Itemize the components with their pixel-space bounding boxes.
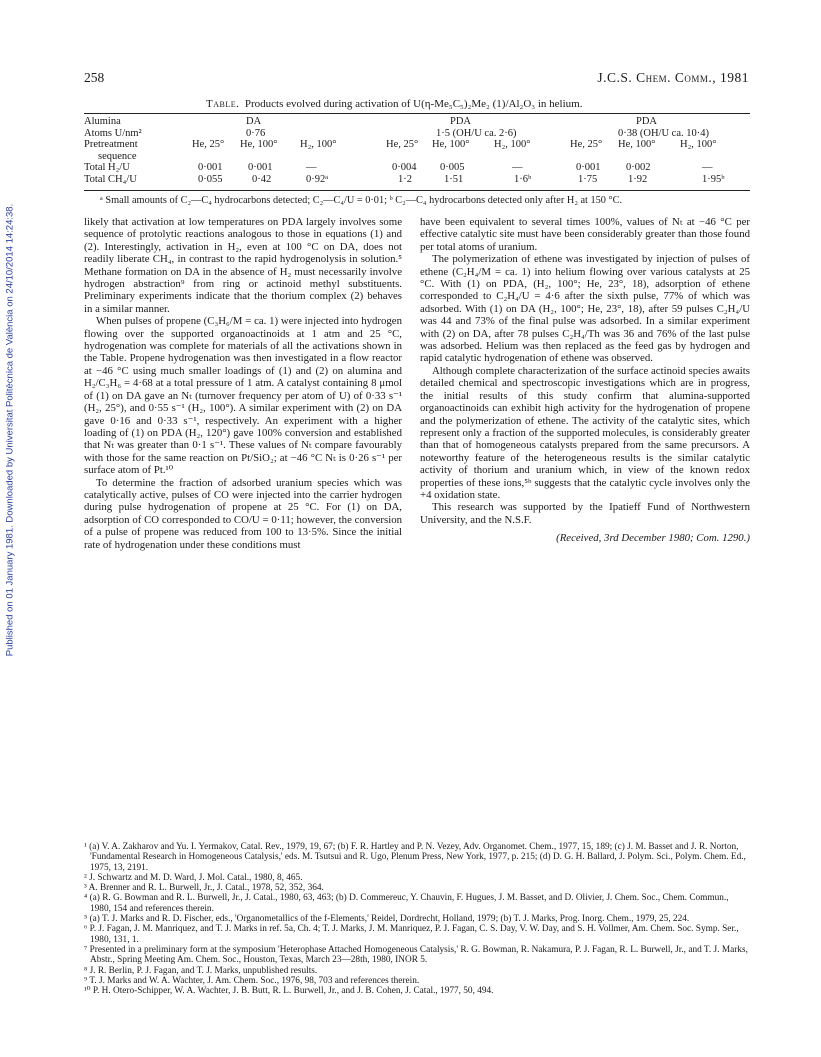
table-row-sequence (84, 151, 750, 163)
body-paragraph: have been equivalent to several times 100%, values of Nₜ at −46 °C per effective catalytic site must have been considerably greater than those found per total atoms of uranium. (420, 216, 750, 253)
cond-2-2: He, 100° (432, 139, 470, 150)
cond-3-3: H₂, 100° (680, 139, 717, 150)
reference-item: ² J. Schwartz and M. D. Ward, J. Mol. Catal., 1980, 8, 465. (84, 872, 303, 883)
row-label-ch4: Total CH₄/U (84, 173, 137, 185)
page-number: 258 (84, 70, 105, 85)
h2-2-1: 0·004 (392, 162, 417, 173)
left-column (84, 216, 402, 551)
h2-3-2: 0·002 (626, 162, 651, 173)
table-row-h2 (84, 162, 750, 174)
ch4-3-1: 1·75 (578, 173, 598, 185)
row-label-pretreatment: Pretreatment (84, 139, 138, 150)
ch4-1-3: 0·92ᵃ (306, 173, 329, 185)
cond-1-3: H₂, 100° (300, 139, 337, 150)
ch4-3-2: 1·92 (628, 173, 648, 185)
h2-2-3: — (512, 162, 523, 173)
table-row-pretreatment (84, 139, 750, 151)
table-footnote: ᵃ Small amounts of C₂—C₄ hydrocarbons detected; C₂—C₄/U = 0·01; ᵇ C₂—C₄ hydrocarbons detected only after H₂ at 150 °C. (100, 195, 623, 206)
reference-item: ⁵ (a) T. J. Marks and R. D. Fischer, eds., 'Organometallics of the f-Elements,' Reidel, Dordrecht, Holland, 1979; (b) T. J. Marks, Prog. Inorg. Chem., 1979, 25, 224. (84, 914, 690, 925)
body-paragraph: The polymerization of ethene was investigated by injection of pulses of ethene (C₂H₄/M = ca. 1) into helium flowing over various catalysts at 25 °C. With (1) on PDA, (H₂, 100°; He, 23°, 18), adsorption of ethene corresponded to C₂H₄/U = 4·6 after the sixth pulse, 77% of which was adsorbed. With (1) on DA (H₂, 100°; He, 23°, 18), after 59 pulses C₂H₄/U was 44 and 73% of the final pulse was adsorbed. In a similar experiment with (2) on DA, after 78 pulses C₂H₄/Th was 36 and 76% of the last pulse was adsorbed. Helium was then replaced as the feed gas by hydrogen and rapid catalytic hydrogenation of ethene was observed. (420, 253, 750, 365)
table-top-rule (84, 113, 750, 114)
group-1-atoms: 0·76 (246, 127, 266, 139)
group-3-atoms: 0·38 (OH/U ca. 10·4) (618, 127, 709, 139)
body-paragraph: This research was supported by the Ipatieff Fund of Northwestern University, and the N.S.F. (420, 501, 750, 526)
journal-header: J.C.S. Chem. Comm., 1981 (597, 70, 749, 85)
cond-2-3: H₂, 100° (494, 139, 531, 150)
ch4-1-2: 0·42 (252, 173, 272, 185)
h2-2-2: 0·005 (440, 162, 465, 173)
reference-item: ¹ (a) V. A. Zakharov and Yu. I. Yermakov, Catal. Rev., 1979, 19, 67; (b) F. R. Hartley and P. N. Vezey, Adv. Organomet. Chem., 1977, 15, 189; (c) J. M. Basset and J. R. Norton, 'Fundamental Research in Homogeneous Catalysis,' eds. M. Tsutsui and R. Ugo, Plenum Press, New York, 1977, p. 215; (d) D. G. H. Ballard, J. Polym. Sci., Polym. Chem. Ed., 1975, 13, 2191. (84, 842, 746, 873)
group-2-atoms: 1·5 (OH/U ca. 2·6) (436, 127, 517, 139)
body-paragraph: When pulses of propene (C₃H₆/M = ca. 1) were injected into hydrogen flowing over the supported organoactinoids at 1 atm and 25 °C, hydrogenation was complete for materials of all the activations shown in the Table. Propene hydrogenation was then investigated in a flow reactor at −46 °C using much smaller loadings of (1) and (2) on alumina and H₂/C₃H₆ = 4·68 at a total pressure of 1 atm. A catalyst containing 8 μmol of (1) on DA gave an Nₜ (turnover frequency per atom of U) of 0·33 s⁻¹ (H₂, 25°), and 0·55 s⁻¹ (H₂, 100°). A similar experiment with (2) on DA gave 0·16 and 0·33 s⁻¹, respectively. An experiment with a higher loading of (1) on PDA (H₂, 120°) gave 100% conversion and established that Nₜ was greater than 0·1 s⁻¹. These values of Nₜ compare favourably with those for the same reaction on Pt/SiO₂; at −46 °C Nₜ is 0·26 s⁻¹ per surface atom of Pt.¹⁰ (84, 315, 402, 477)
h2-1-1: 0·001 (198, 162, 223, 173)
row-label-h2: Total H₂/U (84, 162, 130, 173)
received-date: (Received, 3rd December 1980; Com. 1290.) (556, 532, 750, 545)
cond-2-1: He, 25° (386, 139, 419, 150)
table-row-ch4 (84, 174, 750, 186)
table-row-atoms (84, 128, 750, 140)
table-row-support (84, 116, 750, 128)
group-1-support: DA (246, 116, 262, 127)
ch4-1-1: 0·055 (198, 173, 223, 185)
table-caption-text: Products evolved during activation of U(η-Me₅C₅)₂Me₂ (1)/Al₂O₃ in helium. (244, 98, 583, 110)
h2-1-3: — (306, 162, 317, 173)
table-caption (206, 98, 582, 110)
ch4-2-1: 1·2 (398, 173, 412, 185)
reference-item: ¹⁰ P. H. Otero-Schipper, W. A. Wachter, J. B. Butt, R. L. Burwell, Jr., and J. B. Cohen, J. Catal., 1977, 50, 494. (84, 986, 494, 997)
table-bottom-rule (84, 190, 750, 191)
products-table (84, 116, 750, 185)
ch4-3-3: 1·95ᵇ (702, 173, 725, 185)
body-paragraph: Although complete characterization of the surface actinoid species awaits detailed chemical and spectroscopic investigations which are in progress, the initial results of this study confirm that alumina-supported organoactinoids can exhibit high activity for the hydrogenation of propene and the polymerization of ethene. The activity of the catalytic sites, which represent only a fraction of the supported molecules, is considerably greater than that of homogeneous catalysts prepared from the same precursors. A noteworthy feature of the heterogeneous results is the similar catalytic activity of thorium and uranium which, in view of the known redox properties of these ions,⁵ᵇ suggests that the catalytic cycle involves only the +4 oxidation state. (420, 364, 750, 501)
body-paragraph: To determine the fraction of adsorbed uranium species which was catalytically active, pulses of CO were injected into the carrier hydrogen during pulse hydrogenation of propene at 25 °C. For (1) on DA, adsorption of CO corresponded to CO/U = 0·11; however, the conversion of a pulse of propene was reduced from 100 to 13·5%. Since the initial rate of hydrogenation under these conditions must (84, 476, 402, 551)
h2-3-1: 0·001 (576, 162, 601, 173)
body-paragraph: likely that activation at low temperatures on PDA largely involves some sequence of protolytic reactions analogous to those in equations (1) and (2). Interestingly, activation in H₂, even at 100 °C on DA, does not readily liberate CH₄, in contrast to the rapid hydrogenolysis in solution.⁵ Methane formation on DA in the absence of H₂ must necessarily involve hydrogen abstraction⁹ from ring or actinoid methyl substituents. Preliminary experiments indicate that the thorium complex (2) behaves in a similar manner. (84, 216, 402, 315)
h2-3-3: — (702, 162, 713, 173)
cond-3-2: He, 100° (618, 139, 656, 150)
reference-item: ⁷ Presented in a preliminary form at the symposium 'Heterophase Attached Homogeneous Catalysis,' R. G. Bowman, R. Nakamura, P. J. Fagan, R. L. Burwell, Jr., and T. J. Marks, Abstr., Spring Meeting Am. Chem. Soc., Houston, Texas, March 23—28th, 1980, INOR 5. (84, 944, 748, 966)
reference-item: ³ A. Brenner and R. L. Burwell, Jr., J. Catal., 1978, 52, 352, 364. (84, 883, 324, 894)
right-column (420, 216, 750, 545)
cond-1-1: He, 25° (192, 139, 225, 150)
cond-1-2: He, 100° (240, 139, 278, 150)
references (84, 842, 749, 996)
table-label: Table. (206, 98, 240, 110)
row-label-atoms: Atoms U/nm² (84, 127, 142, 139)
group-3-support: PDA (636, 116, 658, 127)
row-label-sequence: sequence (98, 150, 137, 162)
cond-3-1: He, 25° (570, 139, 603, 150)
reference-item: ⁸ J. R. Berlin, P. J. Fagan, and T. J. Marks, unpublished results. (84, 965, 318, 976)
ch4-2-3: 1·6ᵇ (514, 173, 532, 185)
group-2-support: PDA (450, 116, 472, 127)
h2-1-2: 0·001 (248, 162, 273, 173)
download-notice (2, 170, 18, 690)
reference-item: ⁴ (a) R. G. Bowman and R. L. Burwell, Jr., J. Catal., 1980, 63, 463; (b) D. Commereuc, Y. Chauvin, F. Hugues, J. M. Basset, and D. Olivier, J. Chem. Soc., Chem. Commun., 1980, 154 and references therein. (84, 893, 729, 914)
download-notice-text: Published on 01 January 1981. Downloaded by Universitat Politècnica de València on 24/10/2014 14:24:38. (4, 203, 16, 657)
reference-item: ⁶ P. J. Fagan, J. M. Manriquez, and T. J. Marks in ref. 5a, Ch. 4; T. J. Marks, J. M. Manriquez, P. J. Fagan, C. S. Day, V. W. Day, and S. H. Vollmer, Am. Chem. Soc. Symp. Ser., 1980, 131, 1. (84, 924, 739, 945)
ch4-2-2: 1·51 (444, 173, 464, 185)
reference-item: ⁹ T. J. Marks and W. A. Wachter, J. Am. Chem. Soc., 1976, 98, 703 and references therein. (84, 975, 420, 986)
row-label-support: Alumina (84, 116, 121, 127)
